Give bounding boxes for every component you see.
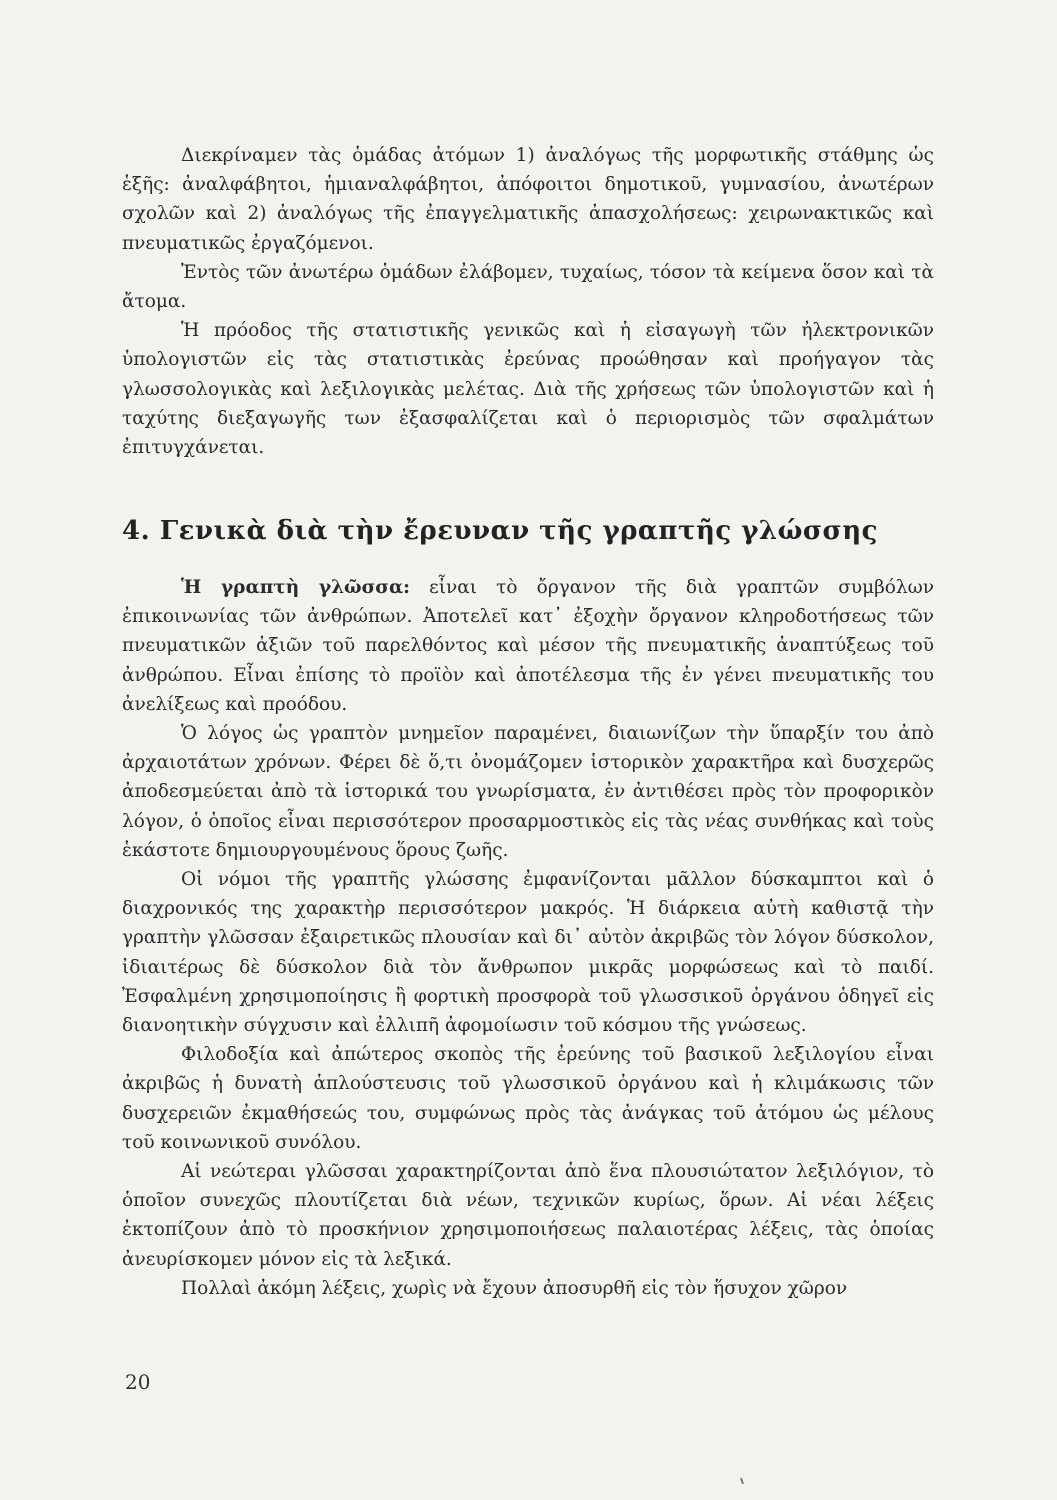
- page-number: 20: [125, 1370, 151, 1394]
- paragraph: [122, 573, 934, 719]
- section-text-block: [122, 573, 934, 1303]
- paper-speck: [740, 1478, 744, 1484]
- paragraph: Διεκρίναμεν τὰς ὁμάδας ἀτόμων 1) ἀναλόγως τῆς μορφωτικῆς στάθμης ὡς ἑξῆς: ἀναλφάβητοι, ἡμιαναλφάβητοι, ἀπόφοιτοι δημοτικοῦ, γυμνασίου, ἀνωτέρων σχολῶν καὶ 2) ἀναλόγως τῆς ἐπαγγελματικῆς ἀπασχολήσεως: χειρωνακτικῶς καὶ πνευματικῶς ἐργαζόμενοι.: [122, 145, 934, 254]
- paragraph: Οἱ νόμοι τῆς γραπτῆς γλώσσης ἐμφανίζονται μᾶλλον δύσκαμπτοι καὶ ὁ διαχρονικός της χαρακτὴρ περισσότερον μακρός. Ἡ διάρκεια αὐτὴ καθιστᾷ τὴν γραπτὴν γλῶσσαν ἐξαιρετικῶς πλουσίαν καὶ δι᾽ αὐτὸν ἀκριβῶς τὸν λόγον δύσκολον, ἰδιαιτέρως δὲ δύσκολον διὰ τὸν ἄνθρωπον μικρᾶς μορφώσεως καὶ τὸ παιδί. Ἐσφαλμένη χρησιμοποίησις ἢ φορτικὴ προσφορὰ τοῦ γλωσσικοῦ ὀργάνου ὁδηγεῖ εἰς διανοητικὴν σύγχυσιν καὶ ἐλλιπῆ ἀφομοίωσιν τοῦ κόσμου τῆς γνώσεως.: [122, 869, 934, 1037]
- lead-term: Ἡ γραπτὴ γλῶσσα:: [181, 577, 411, 598]
- paragraph: Πολλαὶ ἀκόμη λέξεις, χωρὶς νὰ ἔχουν ἀποσυρθῆ εἰς τὸν ἥσυχον χῶρον: [181, 1277, 848, 1299]
- section-heading: 4. Γενικὰ διὰ τὴν ἔρευναν τῆς γραπτῆς γλώσσης: [122, 516, 878, 546]
- paragraph: Αἱ νεώτεραι γλῶσσαι χαρακτηρίζονται ἀπὸ ἕνα πλουσιώτατον λεξιλόγιον, τὸ ὁποῖον συνεχῶς πλουτίζεται διὰ νέων, τεχνικῶν κυρίως, ὅρων. Αἱ νέαι λέξεις ἐκτοπίζουν ἀπὸ τὸ προσκήνιον χρησιμοποιήσεως παλαιοτέρας λέξεις, τὰς ὁποίας ἀνευρίσκομεν μόνον εἰς τὰ λεξικά.: [122, 1161, 934, 1270]
- lead-text: εἶναι τὸ ὄργανον τῆς διὰ γραπτῶν συμβόλων ἐπικοινωνίας τῶν ἀνθρώπων. Ἀποτελεῖ κατ᾽ ἐξοχὴν ὄργανον κληροδοτήσεως τῶν πνευματικῶν ἀξιῶν τοῦ παρελθόντος καὶ μέσον τῆς πνευματικῆς ἀναπτύξεως τοῦ ἀνθρώπου. Εἶναι ἐπίσης τὸ προϊὸν καὶ ἀποτέλεσμα τῆς ἐν γένει πνευματικῆς του ἀνελίξεως καὶ προόδου.: [122, 577, 934, 715]
- paragraph: Ὁ λόγος ὡς γραπτὸν μνημεῖον παραμένει, διαιωνίζων τὴν ὕπαρξίν του ἀπὸ ἀρχαιοτάτων χρόνων. Φέρει δὲ ὅ,τι ὀνομάζομεν ἱστορικὸν χαρακτῆρα καὶ δυσχερῶς ἀποδεσμεύεται ἀπὸ τὰ ἱστορικά του γνωρίσματα, ἐν ἀντιθέσει πρὸς τὸν προφορικὸν λόγον, ὁ ὁποῖος εἶναι περισσότερον προσαρμοστικὸς εἰς τὰς νέας συνθήκας καὶ τοὺς ἑκάστοτε δημιουργουμένους ὅρους ζωῆς.: [122, 723, 934, 861]
- paragraph: Φιλοδοξία καὶ ἀπώτερος σκοπὸς τῆς ἐρεύνης τοῦ βασικοῦ λεξιλογίου εἶναι ἀκριβῶς ἡ δυνατὴ ἁπλούστευσις τοῦ γλωσσικοῦ ὀργάνου καὶ ἡ κλιμάκωσις τῶν δυσχερειῶν ἐκμαθήσεώς του, συμφώνως πρὸς τὰς ἀνάγκας τοῦ ἀτόμου ὡς μέλους τοῦ κοινωνικοῦ συνόλου.: [122, 1044, 934, 1153]
- intro-text-block: [122, 141, 934, 462]
- paragraph: Ἐντὸς τῶν ἀνωτέρω ὁμάδων ἐλάβομεν, τυχαίως, τόσον τὰ κείμενα ὅσον καὶ τὰ ἄτομα.: [122, 261, 934, 313]
- paragraph: Ἡ πρόοδος τῆς στατιστικῆς γενικῶς καὶ ἡ εἰσαγωγὴ τῶν ἠλεκτρονικῶν ὑπολογιστῶν εἰς τὰς στατιστικὰς ἐρεύνας προώθησαν καὶ προήγαγον τὰς γλωσσολογικὰς καὶ λεξιλογικὰς μελέτας. Διὰ τῆς χρήσεως τῶν ὑπολογιστῶν καὶ ἡ ταχύτης διεξαγωγῆς των ἐξασφαλίζεται καὶ ὁ περιορισμὸς τῶν σφαλμάτων ἐπιτυγχάνεται.: [122, 320, 934, 459]
